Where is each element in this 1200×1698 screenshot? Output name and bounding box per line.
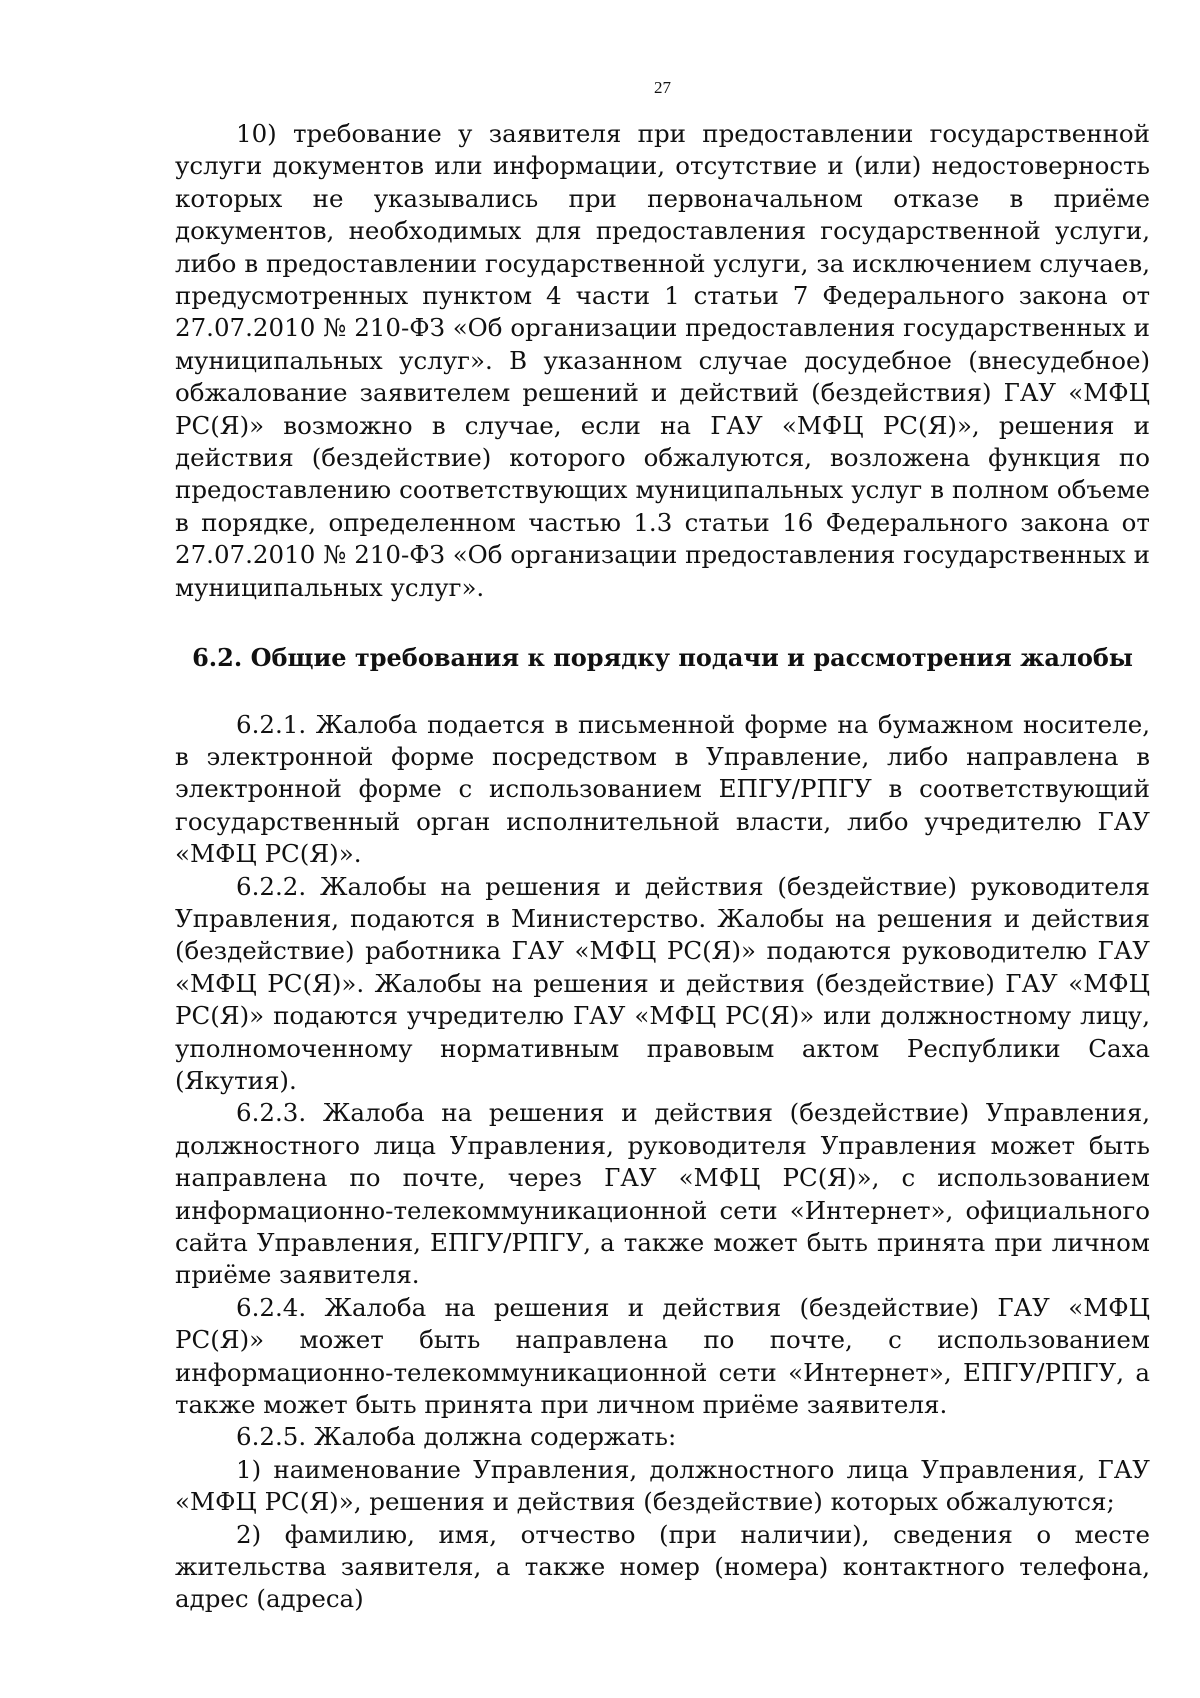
paragraph-6-2-1: 6.2.1. Жалоба подается в письменной форме на бумажном носителе, в электронной форме посредством в Управление, либо направлена в электронной форме с использованием ЕПГУ/РПГУ в соответствующий государственный орган исполнительной власти, либо учредителю ГАУ «МФЦ РС(Я)». [175,709,1150,869]
paragraph-6-2-3: 6.2.3. Жалоба на решения и действия (бездействие) Управления, должностного лица Управления, руководителя Управления может быть направлена по почте, через ГАУ «МФЦ РС(Я)», с использованием информационно-телекоммуникационной сети «Интернет», официального сайта Управления, ЕПГУ/РПГУ, а также может быть принята при личном приёме заявителя. [175,1098,1150,1290]
paragraph-list-item-1: 1) наименование Управления, должностного лица Управления, ГАУ «МФЦ РС(Я)», решения и действия (бездействие) которых обжалуются; [175,1454,1150,1517]
document-page [175,0,1150,1698]
section-heading: 6.2. Общие требования к порядку подачи и рассмотрения жалобы [192,643,1133,673]
document-body [175,118,1150,1616]
paragraph-item-10: 10) требование у заявителя при предоставлении государственной услуги документов или информации, отсутствие и (или) недостоверность которых не указывались при первоначальном отказе в приёме документов, необходимых для предоставления государственной услуги, либо в предоставлении государственной услуги, за исключением случаев, предусмотренных пунктом 4 части 1 статьи 7 Федерального закона от 27.07.2010 № 210-ФЗ «Об организации предоставления государственных и муниципальных услуг». В указанном случае досудебное (внесудебное) обжалование заявителем решений и действий (бездействия) ГАУ «МФЦ РС(Я)» возможно в случае, если на ГАУ «МФЦ РС(Я)», решения и действия (бездействие) которого обжалуются, возложена функция по предоставлению соответствующих муниципальных услуг в полном объеме в порядке, определенном частью 1.3 статьи 16 Федерального закона от 27.07.2010 № 210-ФЗ «Об организации предоставления государственных и муниципальных услуг». [175,119,1150,602]
paragraph-list-item-2: 2) фамилию, имя, отчество (при наличии), сведения о месте жительства заявителя, а также номер (номера) контактного телефона, адрес (адреса) [175,1519,1150,1614]
paragraph-6-2-5: 6.2.5. Жалоба должна содержать: [236,1422,677,1452]
paragraph-6-2-4: 6.2.4. Жалоба на решения и действия (бездействие) ГАУ «МФЦ РС(Я)» может быть направлена по почте, с использованием информационно-телекоммуникационной сети «Интернет», ЕПГУ/РПГУ, а также может быть принята при личном приёме заявителя. [175,1292,1150,1420]
paragraph-6-2-2: 6.2.2. Жалобы на решения и действия (бездействие) руководителя Управления, подаются в Министерство. Жалобы на решения и действия (бездействие) работника ГАУ «МФЦ РС(Я)» подаются руководителю ГАУ «МФЦ РС(Я)». Жалобы на решения и действия (бездействие) ГАУ «МФЦ РС(Я)» подаются учредителю ГАУ «МФЦ РС(Я)» или должностному лицу, уполномоченному нормативным правовым актом Республики Саха (Якутия). [175,871,1150,1095]
page-number: 27 [654,78,671,97]
